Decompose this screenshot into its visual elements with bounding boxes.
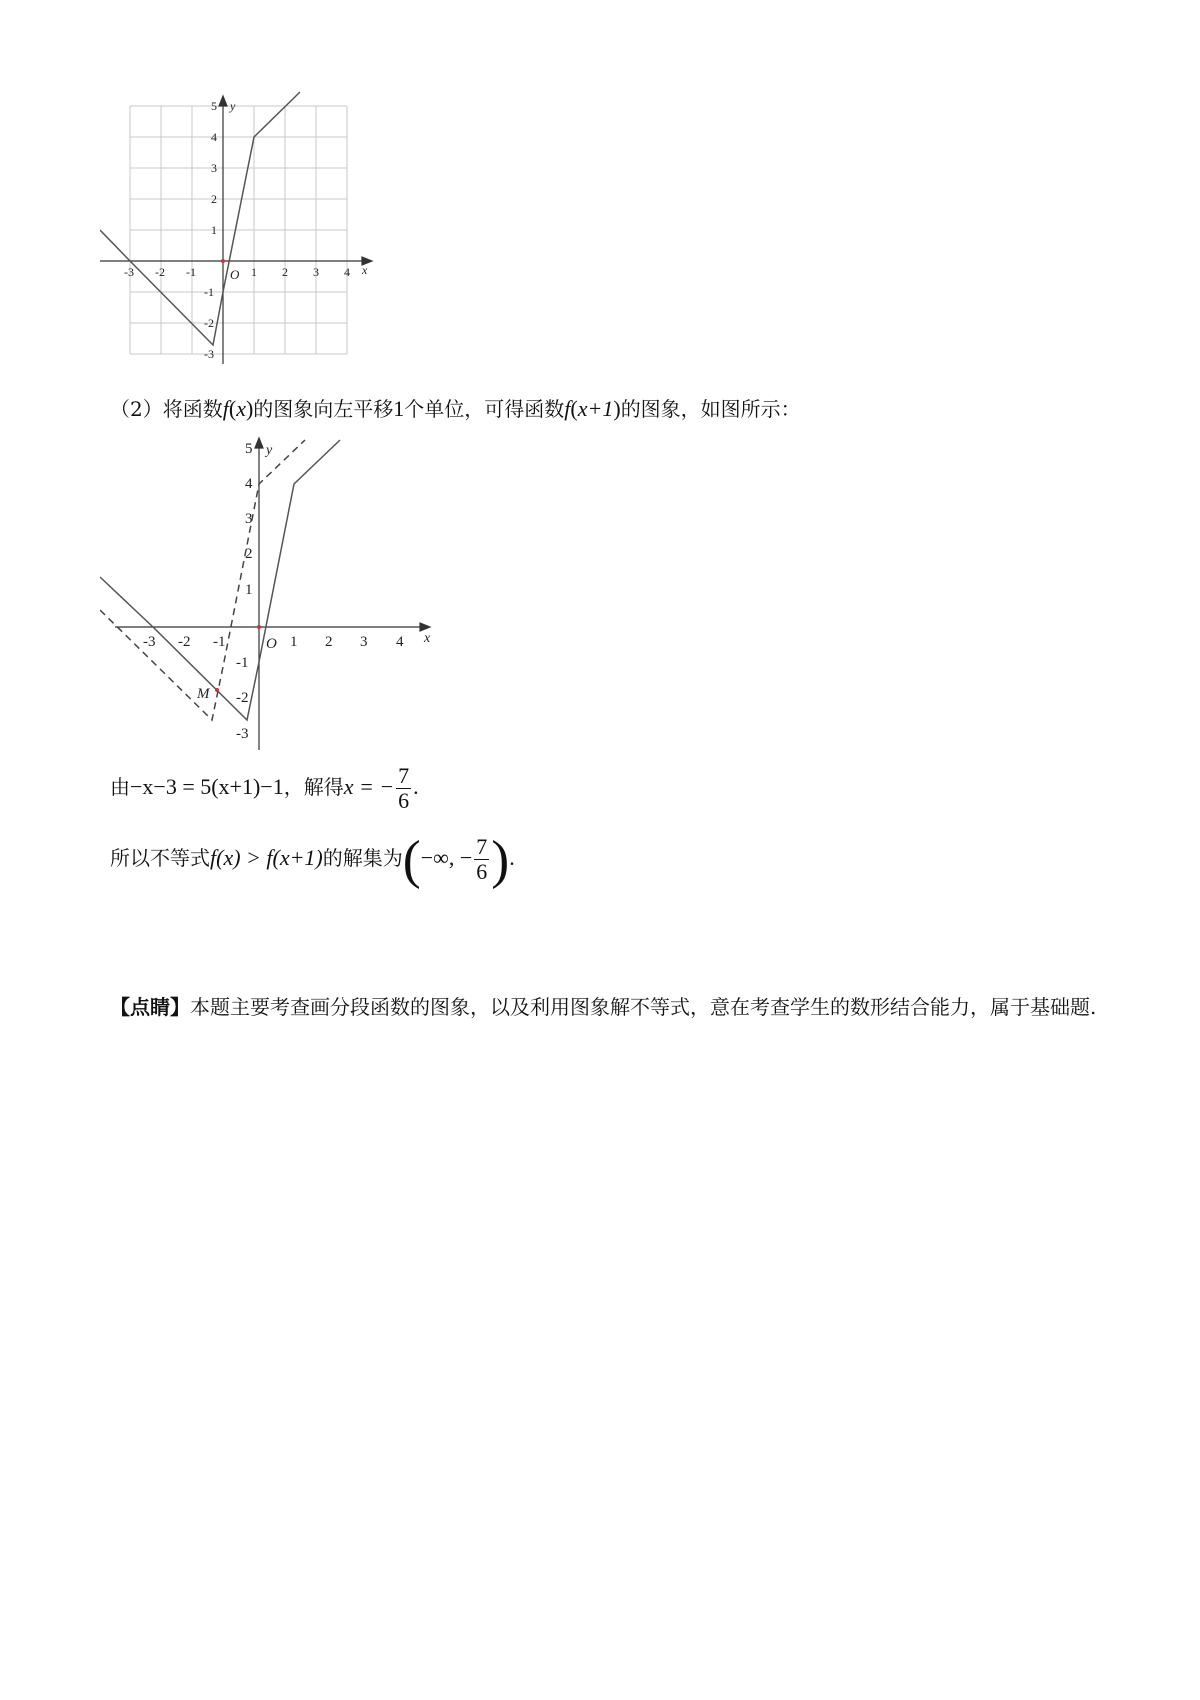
- graph-2-x-tick: -2: [178, 634, 191, 650]
- graph-1-y-tick: -1: [204, 285, 214, 299]
- graph-2-x-axis-label: x: [424, 631, 431, 646]
- graph-1-x-tick: -3: [124, 265, 134, 279]
- solve-lhs: x = −: [343, 774, 395, 799]
- solve-mid: ，解得: [283, 775, 344, 799]
- interval-left: −∞, −: [420, 845, 473, 870]
- graph-1-y-tick: 4: [211, 130, 217, 144]
- graph-1-y-tick: 5: [211, 99, 217, 113]
- part-2-mid: 的图象向左平移: [253, 397, 394, 421]
- function-symbol: f: [222, 396, 229, 421]
- graph-2: [100, 430, 450, 755]
- part-2-suffix: 的图象，如图所示：: [620, 397, 801, 421]
- graph-2-f-x-plus-1-dashed-line: [100, 440, 305, 720]
- graph-2-x-tick: 2: [325, 634, 333, 650]
- graph-1-x-tick: 2: [282, 265, 288, 279]
- function-symbol: f: [564, 396, 571, 421]
- fraction-numerator: 7: [476, 834, 488, 859]
- graph-2-y-tick: 3: [245, 511, 253, 527]
- part-2-prefix: （2）将函数: [110, 397, 223, 421]
- solve-line: [110, 762, 419, 813]
- shifted-argument: x+1: [577, 396, 614, 421]
- graph-2-y-tick: 4: [245, 476, 253, 492]
- graph-1-x-tick: 1: [251, 265, 257, 279]
- graph-2-origin-label: O: [266, 636, 277, 652]
- graph-1-origin-label: O: [230, 267, 240, 282]
- graph-2-x-tick: 3: [360, 634, 368, 650]
- solve-fraction: [396, 764, 411, 813]
- graph-2-y-tick: -2: [236, 690, 249, 706]
- graph-2-y-tick: -3: [236, 726, 249, 742]
- result-fraction: [474, 835, 489, 884]
- result-prefix: 所以不等式: [110, 846, 210, 870]
- part-2-mid-2: 个单位，可得函数: [404, 397, 565, 421]
- graph-1-x-tick: 3: [313, 265, 319, 279]
- graph-1-y-tick: 1: [211, 223, 217, 237]
- graph-1-y-tick: 3: [211, 161, 217, 175]
- part-2-text: （2）将函数f(x)的图象向左平移1个单位，可得函数f(x+1)的图象，如图所示：: [110, 396, 801, 421]
- graph-1-x-axis-label: x: [362, 263, 368, 277]
- graph-2-y-axis-label: y: [266, 443, 273, 458]
- solve-equation: −x−3 = 5(x+1)−1: [130, 774, 284, 799]
- graph-2-x-tick: 1: [290, 634, 298, 650]
- result-line: 所以不等式f(x) > f(x+1)的解集为(−∞, − $\frac{7}{6}$ ).: [110, 829, 515, 890]
- graph-2-point-m-label: M: [197, 686, 210, 702]
- result-inequality: f(x) > f(x+1): [210, 845, 323, 870]
- remark-text: 本题主要考查画分段函数的图象，以及利用图象解不等式，意在考查学生的数形结合能力，属于基础题.: [190, 995, 1097, 1019]
- remark-paragraph: [110, 985, 1100, 1029]
- graph-1-x-tick: -1: [186, 265, 196, 279]
- fraction-denominator: 6: [476, 859, 488, 884]
- graph-2-x-tick: -1: [213, 634, 226, 650]
- graph-2-y-tick: 5: [245, 441, 253, 457]
- shift-amount: 1: [393, 396, 405, 421]
- graph-1-y-axis-label: y: [230, 99, 236, 113]
- graph-2-y-tick: -1: [236, 655, 249, 671]
- graph-1-x-tick: -2: [155, 265, 165, 279]
- graph-2-x-tick: -3: [143, 634, 156, 650]
- result-end: .: [509, 845, 515, 870]
- fraction-denominator: 6: [398, 788, 410, 813]
- function-argument: x: [236, 396, 246, 421]
- graph-2-y-tick: 2: [245, 546, 253, 562]
- graph-2-origin-dot: [257, 625, 261, 629]
- graph-1-y-tick: -3: [204, 347, 214, 361]
- graph-1: [100, 90, 400, 400]
- graph-2-tick-labels: [143, 441, 431, 742]
- graph-2-y-tick: 1: [245, 582, 253, 598]
- graph-1-y-tick: 2: [211, 192, 217, 206]
- graph-2-point-m: [215, 688, 219, 692]
- graph-1-y-tick: -2: [204, 316, 214, 330]
- graph-2-x-tick: 4: [396, 634, 404, 650]
- solve-end: .: [413, 774, 419, 799]
- remark-label: 【点睛】: [110, 995, 190, 1019]
- solve-prefix: 由: [110, 775, 130, 799]
- fraction-numerator: 7: [398, 763, 410, 788]
- graph-2-f-x-line: [100, 440, 340, 720]
- graph-1-x-tick: 4: [344, 265, 350, 279]
- graph-1-origin-dot: [221, 259, 225, 263]
- graph-1-grid: [130, 106, 347, 354]
- result-mid: 的解集为: [322, 846, 403, 870]
